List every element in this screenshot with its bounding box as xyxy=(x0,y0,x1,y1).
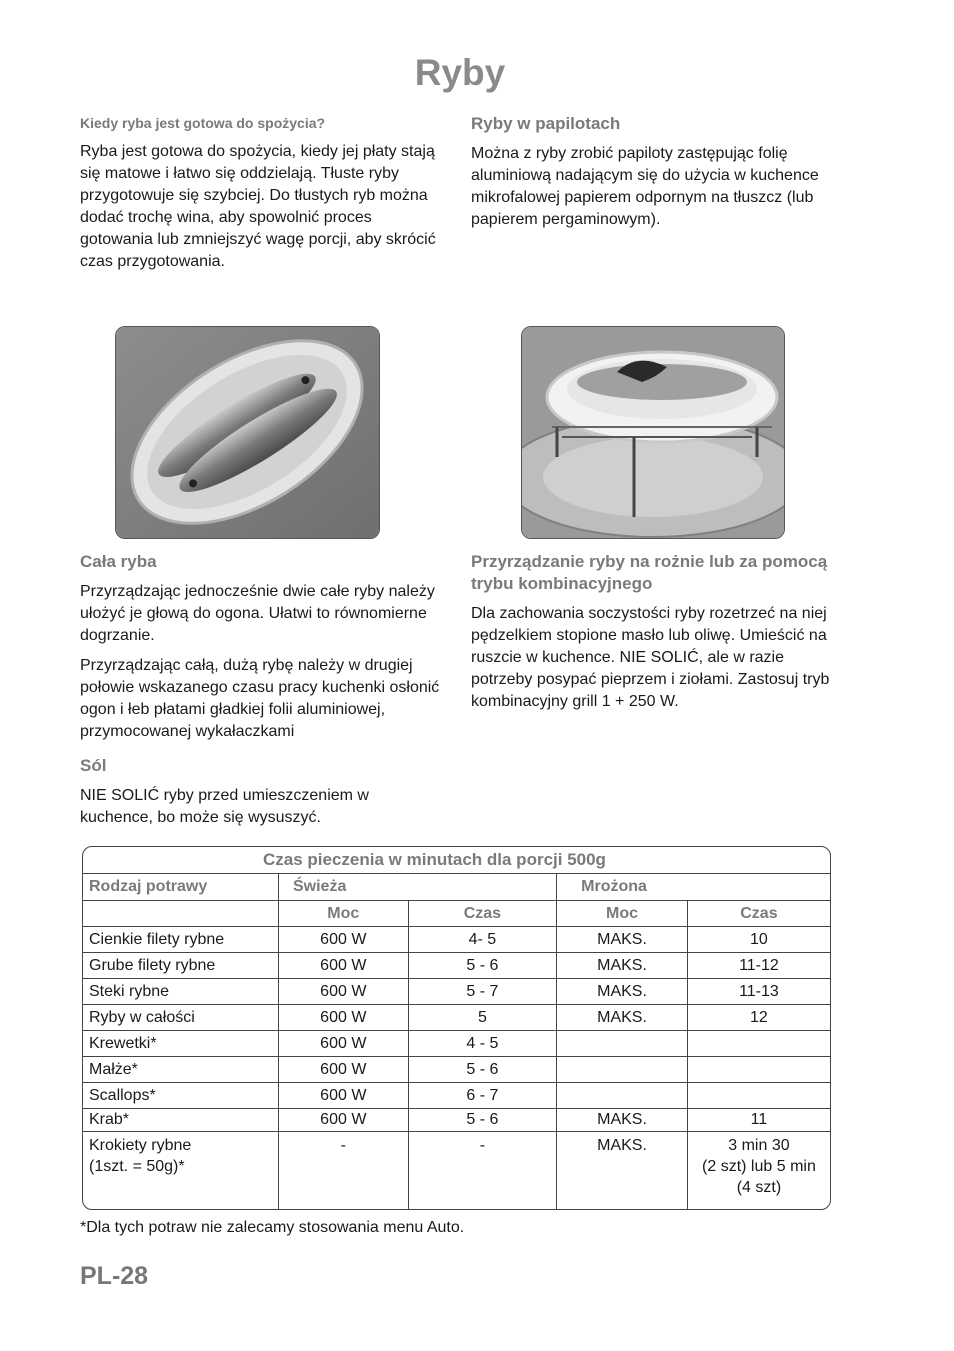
cell-fresh-power: 600 W xyxy=(278,1005,408,1031)
header-frozen-time: Czas xyxy=(687,901,830,927)
text-whole-fish-2: Przyrządzając całą, dużą rybę należy w drugiej połowie wskazanego czasu pracy kuchenki osłonić ogon i łeb płatami gładkiej folii aluminiowej, przymocowanej wykałaczkami xyxy=(80,657,440,740)
table-row xyxy=(83,1109,830,1132)
cell-food-line2: (1szt. = 50g)* xyxy=(89,1158,185,1175)
table-row xyxy=(83,953,830,979)
table-title: Czas pieczenia w minutach dla porcji 500g xyxy=(83,847,830,874)
cell-frozen-time xyxy=(687,1083,830,1109)
cell-food xyxy=(83,1132,278,1210)
cell-fresh-time: 4 - 5 xyxy=(408,1031,557,1057)
cooking-time-table xyxy=(82,846,831,1210)
cell-fresh-time: 5 - 7 xyxy=(408,979,557,1005)
cell-fresh-power: 600 W xyxy=(278,953,408,979)
cell-food: Grube filety rybne xyxy=(83,953,278,979)
cell-frozen-time: 11-12 xyxy=(687,953,830,979)
text-grill-combination: Dla zachowania soczystości ryby rozetrzeć na niej pędzelkiem stopione masło lub oliwę. Umieścić na ruszcie w kuchence. NIE SOLIĆ, ale w razie potrzeby posypać pieprzem i ziołami. Zastosuj tryb kombinacyjny grill 1 + 250 W. xyxy=(471,605,830,710)
table-row xyxy=(83,927,830,953)
table-row xyxy=(83,1031,830,1057)
cell-food: Steki rybne xyxy=(83,979,278,1005)
footnote: *Dla tych potraw nie zalecamy stosowania menu Auto. xyxy=(80,1219,465,1236)
text-fish-ready: Ryba jest gotowa do spożycia, kiedy jej płaty stają się matowe i łatwo się oddzielają. Tłuste ryby przygotowuje się szybciej. Do tłustych ryb można dodać trochę wina, aby spowolnić proces gotowania lub zmniejszyć wagę porcji, aby skrócić czas przygotowania. xyxy=(80,143,436,270)
cell-frozen-time-line2: (2 szt) lub 5 min xyxy=(702,1158,816,1175)
cell-fresh-power: - xyxy=(278,1132,408,1210)
cell-food: Małże* xyxy=(83,1057,278,1083)
table-row xyxy=(83,1083,830,1109)
cell-fresh-time: 5 - 6 xyxy=(408,1057,557,1083)
photo-fish-on-rack xyxy=(521,326,785,539)
header-frozen: Mrożona xyxy=(557,874,830,901)
table-row xyxy=(83,1057,830,1083)
cell-fresh-time: 5 xyxy=(408,1005,557,1031)
cell-frozen-power xyxy=(557,1083,688,1109)
heading-salt: Sól xyxy=(80,756,107,775)
header-empty xyxy=(83,901,278,927)
page-number: PL-28 xyxy=(80,1262,149,1290)
cell-fresh-time: - xyxy=(408,1132,557,1210)
table-row xyxy=(83,1132,830,1210)
cell-food: Ryby w całości xyxy=(83,1005,278,1031)
cell-frozen-time xyxy=(687,1132,830,1210)
header-frozen-power: Moc xyxy=(557,901,688,927)
page-title: Ryby xyxy=(414,52,506,93)
cell-fresh-power: 600 W xyxy=(278,1109,408,1132)
cell-frozen-power xyxy=(557,1057,688,1083)
header-fresh-time: Czas xyxy=(408,901,557,927)
heading-whole-fish: Cała ryba xyxy=(80,552,157,571)
cell-food: Krab* xyxy=(83,1109,278,1132)
text-whole-fish-1: Przyrządzając jednocześnie dwie całe ryby należy ułożyć je głową do ogona. Ułatwi to równomierne dogrzanie. xyxy=(80,583,435,644)
header-fresh-power: Moc xyxy=(278,901,408,927)
cell-frozen-time: 11-13 xyxy=(687,979,830,1005)
cell-food: Cienkie filety rybne xyxy=(83,927,278,953)
cell-food: Krewetki* xyxy=(83,1031,278,1057)
cell-frozen-power: MAKS. xyxy=(557,1005,688,1031)
heading-papillote: Ryby w papilotach xyxy=(471,114,621,133)
cell-fresh-power: 600 W xyxy=(278,1057,408,1083)
photo-two-fish-dish xyxy=(115,326,380,539)
cell-food: Scallops* xyxy=(83,1083,278,1109)
cell-frozen-power: MAKS. xyxy=(557,1109,688,1132)
text-salt: NIE SOLIĆ ryby przed umieszczeniem w kuchence, bo może się wysuszyć. xyxy=(80,787,369,826)
header-food-type: Rodzaj potrawy xyxy=(83,874,278,901)
heading-fish-ready: Kiedy ryba jest gotowa do spożycia? xyxy=(80,115,326,131)
cell-frozen-time: 12 xyxy=(687,1005,830,1031)
cell-frozen-power: MAKS. xyxy=(557,979,688,1005)
cell-frozen-power: MAKS. xyxy=(557,1132,688,1210)
cell-frozen-power: MAKS. xyxy=(557,927,688,953)
cell-frozen-time: 11 xyxy=(687,1109,830,1132)
section-fish-ready xyxy=(80,115,442,281)
section-papillote xyxy=(471,113,833,239)
cell-food-line1: Krokiety rybne xyxy=(89,1137,192,1154)
cell-fresh-time: 5 - 6 xyxy=(408,953,557,979)
cell-frozen-time xyxy=(687,1057,830,1083)
cell-fresh-power: 600 W xyxy=(278,927,408,953)
table-row xyxy=(83,979,830,1005)
header-fresh: Świeża xyxy=(278,874,556,901)
section-whole-fish xyxy=(80,551,445,837)
cell-fresh-time: 6 - 7 xyxy=(408,1083,557,1109)
cell-fresh-time: 5 - 6 xyxy=(408,1109,557,1132)
cell-frozen-time-line3: (4 szt) xyxy=(736,1179,782,1196)
section-grill-combination xyxy=(471,551,833,721)
text-papillote: Można z ryby zrobić papiloty zastępując folię aluminiową nadającym się do użycia w kuchence mikrofalowej papierem odpornym na tłuszcz (lub papierem pergaminowym). xyxy=(471,145,819,228)
cell-frozen-time xyxy=(687,1031,830,1057)
cell-frozen-time-line1: 3 min 30 xyxy=(728,1137,790,1154)
cell-fresh-power: 600 W xyxy=(278,1083,408,1109)
cell-frozen-power: MAKS. xyxy=(557,953,688,979)
table-row xyxy=(83,1005,830,1031)
cell-fresh-power: 600 W xyxy=(278,979,408,1005)
cell-fresh-time: 4- 5 xyxy=(408,927,557,953)
cell-frozen-time: 10 xyxy=(687,927,830,953)
cell-fresh-power: 600 W xyxy=(278,1031,408,1057)
heading-grill-combination: Przyrządzanie ryby na rożnie lub za pomocą trybu kombinacyjnego xyxy=(471,552,828,593)
cell-frozen-power xyxy=(557,1031,688,1057)
